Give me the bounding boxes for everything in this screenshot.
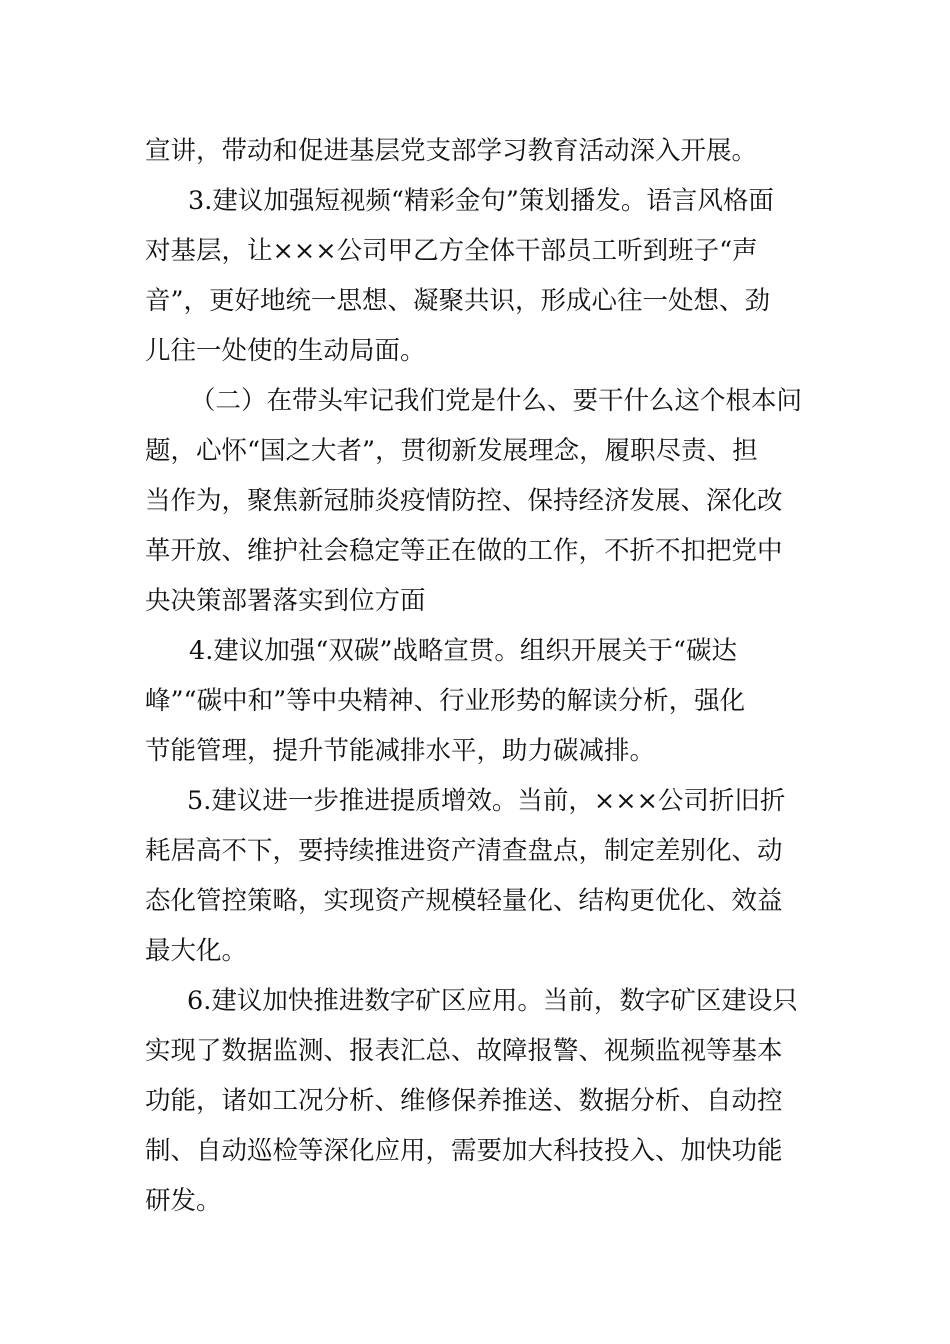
text-line: 研发。 bbox=[145, 1186, 222, 1216]
text-line: 态化管控策略，实现资产规模轻量化、结构更优化、效益 bbox=[145, 886, 783, 916]
section-heading-2: （二）在带头牢记我们党是什么、要干什么这个根本问 bbox=[190, 386, 803, 416]
text-line: 题，心怀“国之大者”，贯彻新发展理念，履职尽责、担 bbox=[145, 436, 758, 466]
text-line: 制、自动巡检等深化应用，需要加大科技投入、加快功能 bbox=[145, 1136, 783, 1166]
text-line: 音”，更好地统一思想、凝聚共识，形成心往一处想、劲 bbox=[145, 286, 771, 316]
paragraph-6-start: 6.建议加快推进数字矿区应用。当前，数字矿区建设只 bbox=[187, 986, 798, 1016]
text-line: 节能管理，提升节能减排水平，助力碳减排。 bbox=[145, 736, 656, 766]
text-line: 实现了数据监测、报表汇总、故障报警、视频监视等基本 bbox=[145, 1036, 783, 1066]
text-line: 耗居高不下，要持续推进资产清查盘点，制定差别化、动 bbox=[145, 836, 783, 866]
text-line: 革开放、维护社会稳定等正在做的工作，不折不扣把党中 bbox=[145, 536, 783, 566]
text-line: 儿往一处使的生动局面。 bbox=[145, 336, 426, 366]
text-line: 央决策部署落实到位方面 bbox=[145, 586, 426, 616]
text-line: 最大化。 bbox=[145, 936, 248, 966]
text-line: 峰”“碳中和”等中央精神、行业形势的解读分析，强化 bbox=[145, 686, 746, 716]
text-line: 当作为，聚焦新冠肺炎疫情防控、保持经济发展、深化改 bbox=[145, 486, 783, 516]
text-line: 功能，诸如工况分析、维修保养推送、数据分析、自动控 bbox=[145, 1086, 783, 1116]
paragraph-5-start: 5.建议进一步推进提质增效。当前，×××公司折旧折 bbox=[187, 786, 786, 816]
text-line: 宣讲，带动和促进基层党支部学习教育活动深入开展。 bbox=[145, 136, 758, 166]
paragraph-3-start: 3.建议加强短视频“精彩金句”策划播发。语言风格面 bbox=[188, 186, 774, 216]
paragraph-4-start: 4.建议加强“双碳”战略宣贯。组织开展关于“碳达 bbox=[189, 636, 737, 666]
text-line: 对基层，让×××公司甲乙方全体干部员工听到班子“声 bbox=[145, 236, 758, 266]
